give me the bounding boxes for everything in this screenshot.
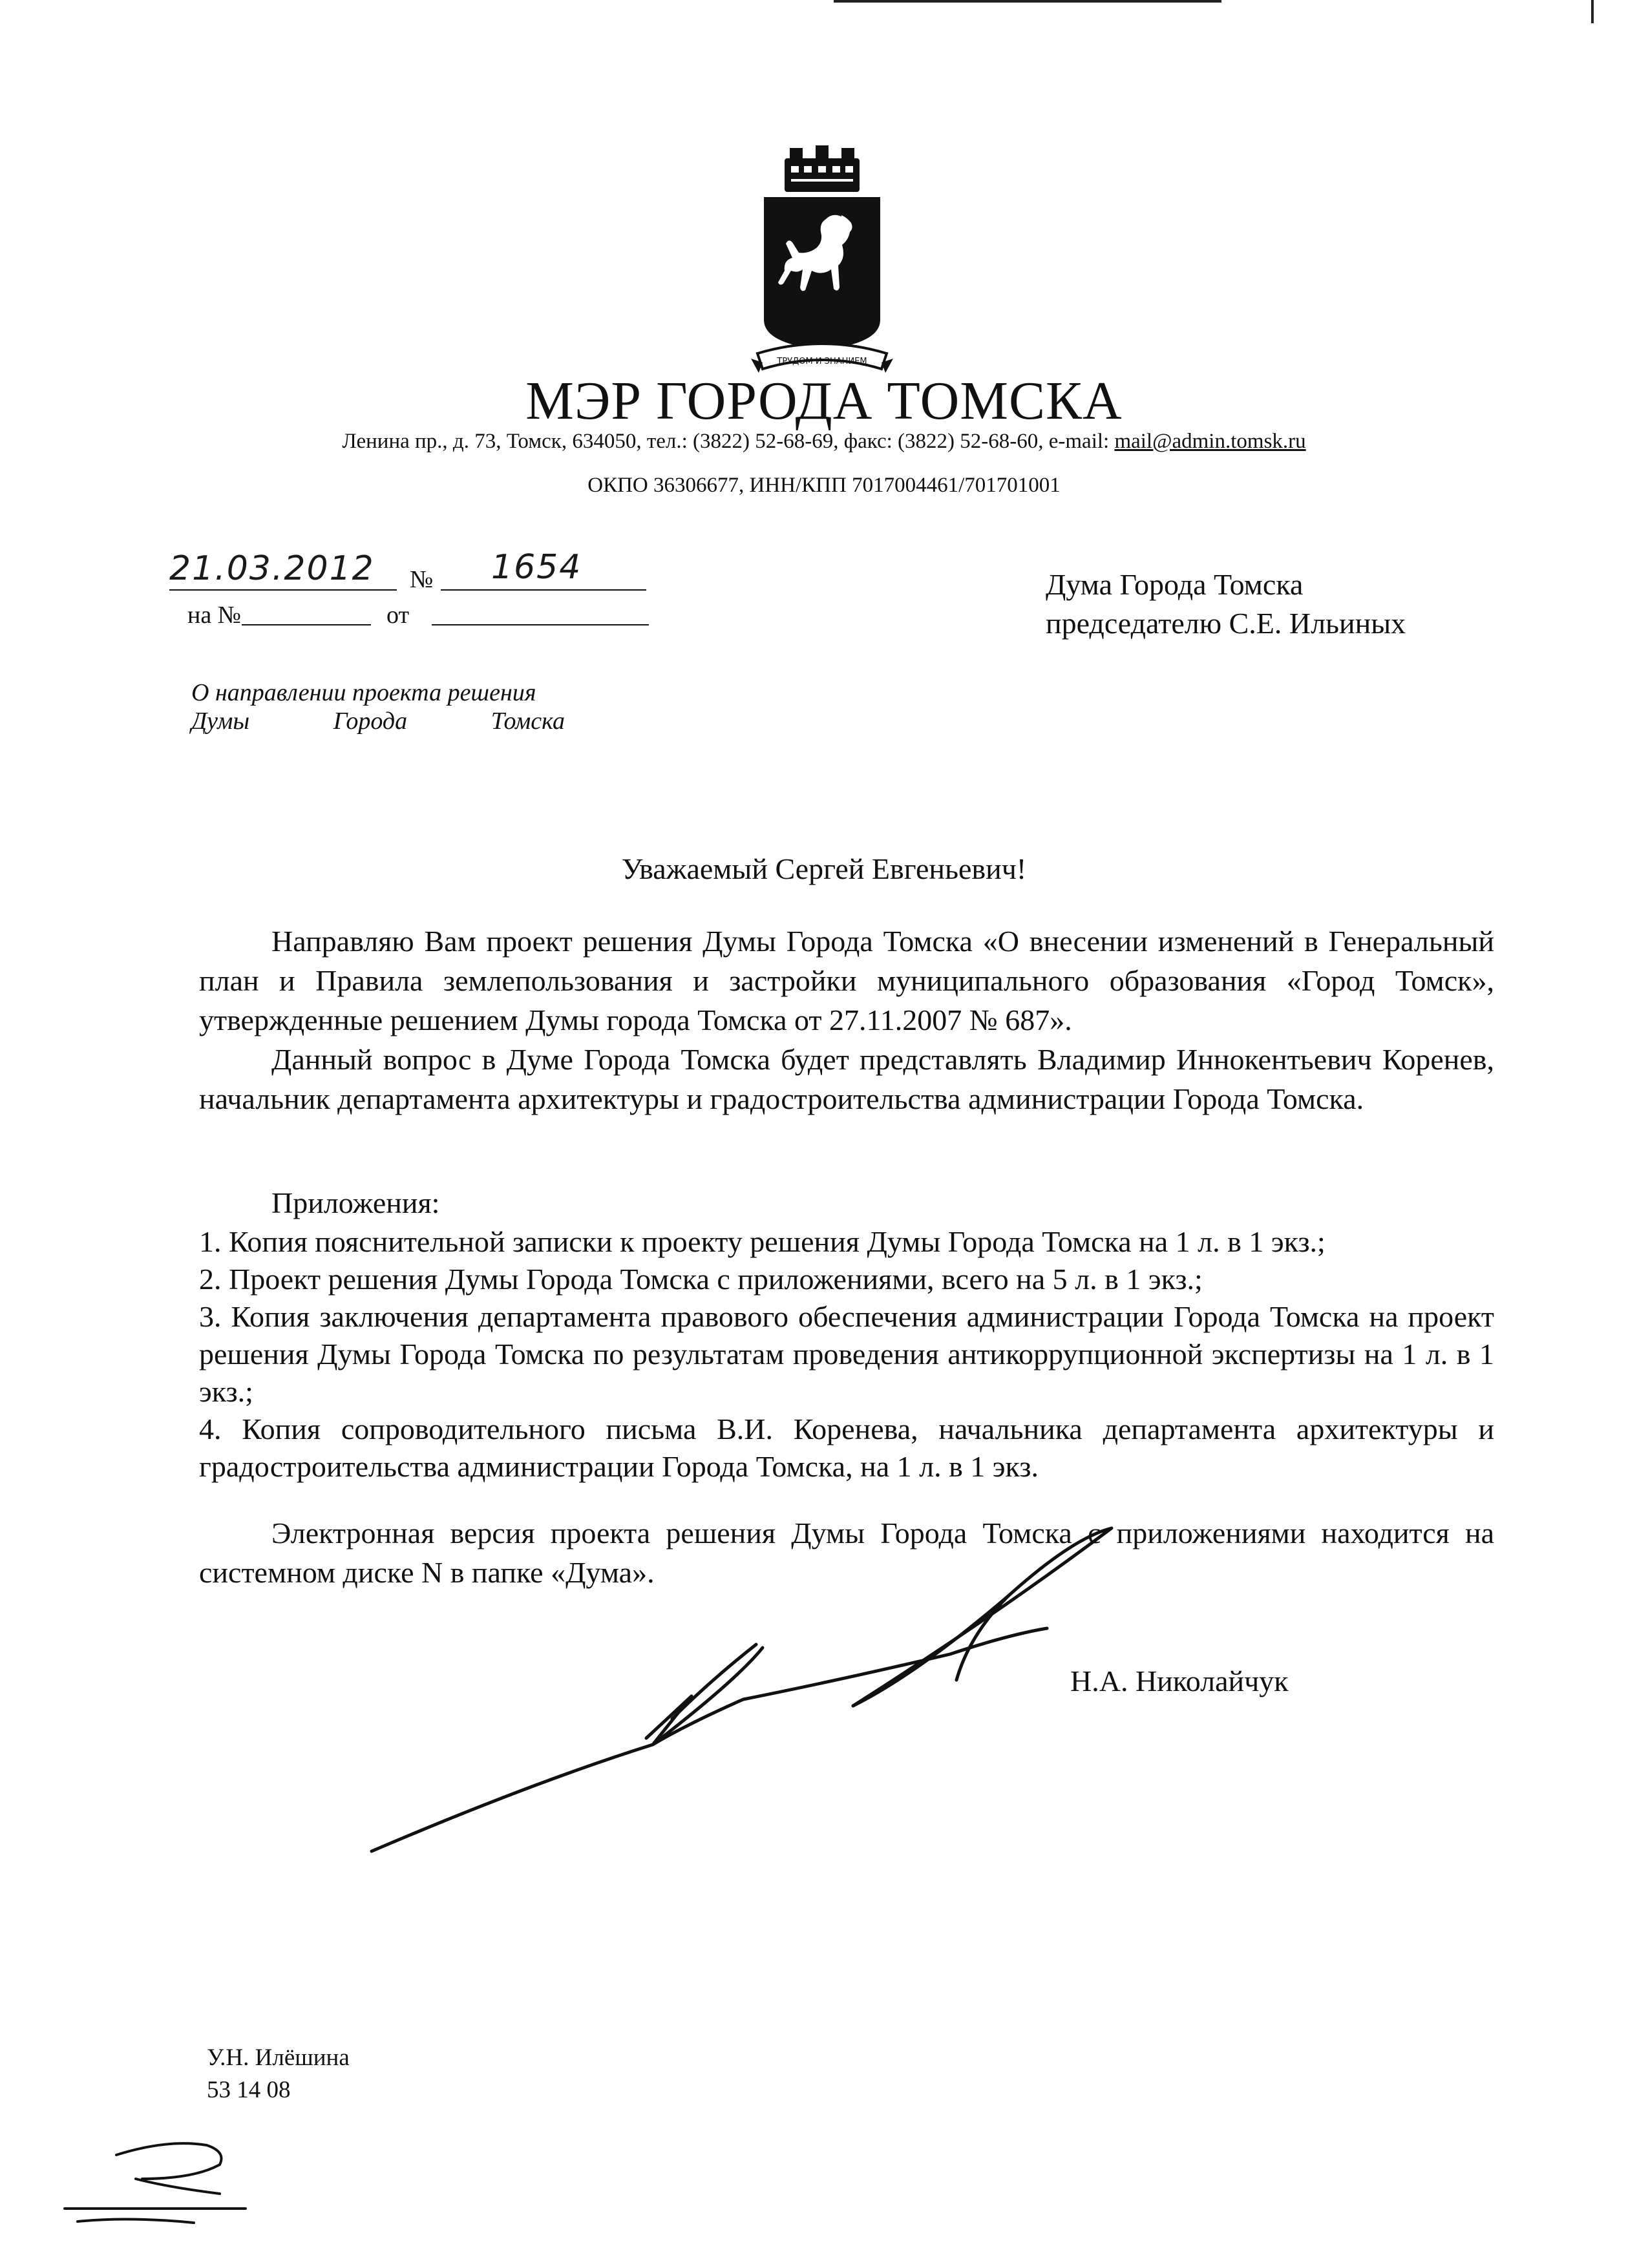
subject-word: Думы xyxy=(191,708,250,735)
registration-codes: ОКПО 36306677, ИНН/КПП 7017004461/701701001 xyxy=(587,474,1061,497)
annex-item: 4. Копия сопроводительного письма В.И. Коренева, начальника департамента архитектуры и градостроительства администрации Города Томска, на 1 л. в 1 экз. xyxy=(199,1412,1494,1483)
crest-motto: ТРУДОМ И ЗНАНИЕМ xyxy=(777,357,867,366)
signer-name: Н.А. Николайчук xyxy=(1070,1664,1289,1697)
subject-word: Томска xyxy=(491,708,565,735)
salutation: Уважаемый Сергей Евгеньевич! xyxy=(621,852,1027,885)
reply-label: на № xyxy=(187,602,241,629)
addressee-organization: Дума Города Томска xyxy=(1046,568,1304,601)
organization-title: МЭР ГОРОДА ТОМСКА xyxy=(525,371,1123,431)
address-text: Ленина пр., д. 73, Томск, 634050, тел.: (3822) 52-68-69, факс: (3822) 52-68-60, e-mail: xyxy=(342,430,1115,453)
annex-item: 2. Проект решения Думы Города Томска с приложениями, всего на 5 л. в 1 экз.; xyxy=(199,1263,1203,1296)
annex-item: 3. Копия заключения департамента правового обеспечения администрации Города Томска на проект решения Думы Города Томска по результатам проведения антикоррупционной экспертизы на 1 л. в 1 экз.; xyxy=(199,1300,1494,1408)
note-paragraph: Электронная версия проекта решения Думы Города Томска с приложениями находится на системном диске N в папке «Дума». xyxy=(199,1517,1494,1589)
annexes-heading: Приложения: xyxy=(271,1186,440,1219)
subject-word: Города xyxy=(333,708,408,735)
subject-line-1: О направлении проекта решения xyxy=(191,679,536,706)
body-paragraph: Направляю Вам проект решения Думы Города Томска «О внесении изменений в Генеральный план и Правила землепользования и застройки муниципального образования «Город Томск», утвержденные решением Думы города Томска от 27.11.2007 № 687». xyxy=(199,925,1494,1036)
handwritten-number: 1654 xyxy=(491,548,582,587)
body-paragraph: Данный вопрос в Думе Города Томска будет представлять Владимир Иннокентьевич Коренев, начальник департамента архитектуры и градостроительства администрации Города Томска. xyxy=(199,1043,1494,1115)
email-link[interactable]: mail@admin.tomsk.ru xyxy=(1114,430,1306,453)
annex-item: 1. Копия пояснительной записки к проекту решения Думы Города Томска на 1 л. в 1 экз.; xyxy=(199,1225,1326,1258)
handwritten-date: 21.03.2012 xyxy=(169,549,375,588)
executor-phone: 53 14 08 xyxy=(207,2077,291,2103)
executor-name: У.Н. Илёшина xyxy=(207,2044,350,2071)
from-label: от xyxy=(386,602,410,629)
addressee-person: председателю С.Е. Ильиных xyxy=(1046,607,1406,640)
number-label: № xyxy=(410,566,434,593)
